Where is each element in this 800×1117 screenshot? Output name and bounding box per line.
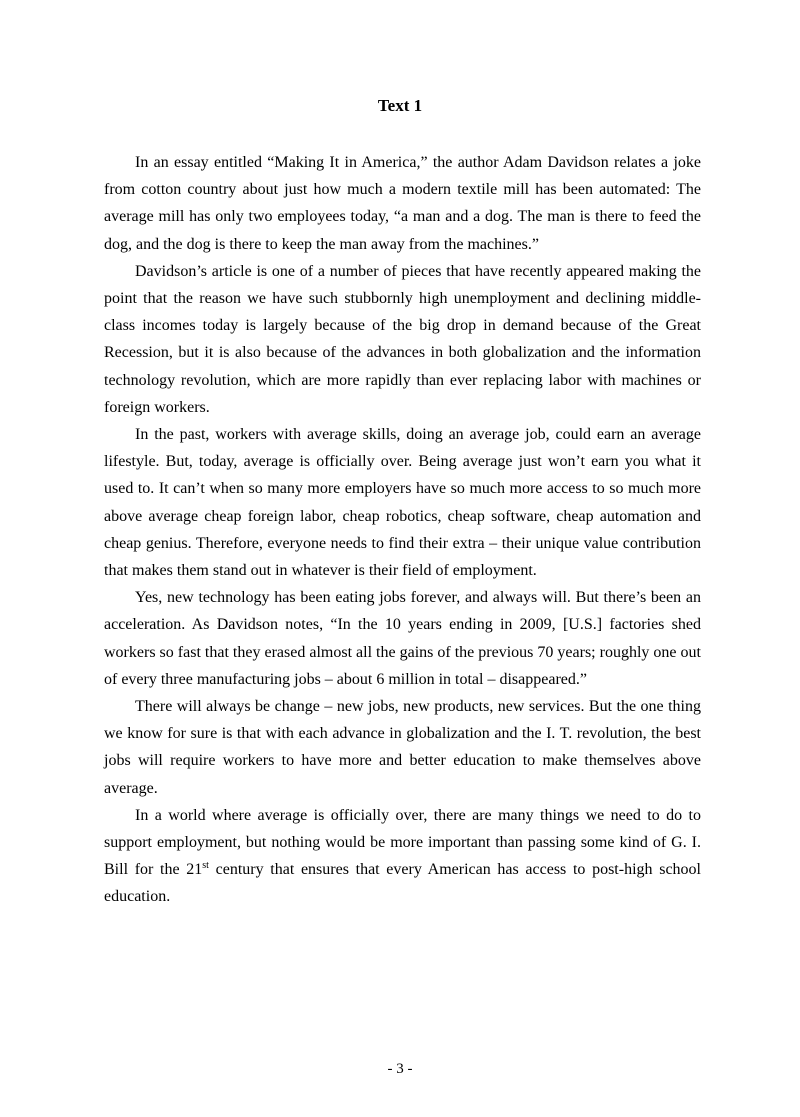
paragraph-4: Yes, new technology has been eating jobs forever, and always will. But there’s been an acceleration. As Davidson notes, “In the 10 years ending in 2009, [U.S.] factories shed workers so fast that they erased almost all the gains of the previous 70 years; roughly one out of every three manufacturing jobs – about 6 million in total – disappeared.” [104,589,701,688]
paragraph-3: In the past, workers with average skills, doing an average job, could earn an average lifestyle. But, today, average is officially over. Being average just won’t earn you what it used to. It can’t when so many more employers have so much more access to so much more above average cheap foreign labor, cheap robotics, cheap software, cheap automation and cheap genius. Therefore, everyone needs to find their extra – their unique value contribution that makes them stand out in whatever is their field of employment. [104,426,701,580]
body-text [104,149,701,911]
paragraph-1: In an essay entitled “Making It in America,” the author Adam Davidson relates a joke from cotton country about just how much a modern textile mill has been automated: The average mill has only two employees today, “a man and a dog. The man is there to feed the dog, and the dog is there to keep the man away from the machines.” [104,154,701,253]
page-number: - 3 - [387,1061,413,1077]
paragraph-6 [104,802,701,911]
page-title: Text 1 [377,96,423,115]
paragraph-6-text-before: In a world where average is officially over, there are many things we need to do to support employment, but nothing would be more important than passing some kind of G. I. Bill for the 21 [104,806,701,879]
paragraph-6-text-after: century that ensures that every American has access to post-high school education. [104,861,701,906]
paragraph-5: There will always be change – new jobs, new products, new services. But the one thing we know for sure is that with each advance in globalization and the I. T. revolution, the best jobs will require workers to have more and better education to make themselves above average. [104,698,701,797]
paragraph-2: Davidson’s article is one of a number of pieces that have recently appeared making the point that the reason we have such stubbornly high unemployment and declining middle-class incomes today is largely because of the big drop in demand because of the Great Recession, but it is also because of the advances in both globalization and the information technology revolution, which are more rapidly than ever replacing labor with machines or foreign workers. [104,262,701,416]
ordinal-superscript: st [202,860,209,872]
